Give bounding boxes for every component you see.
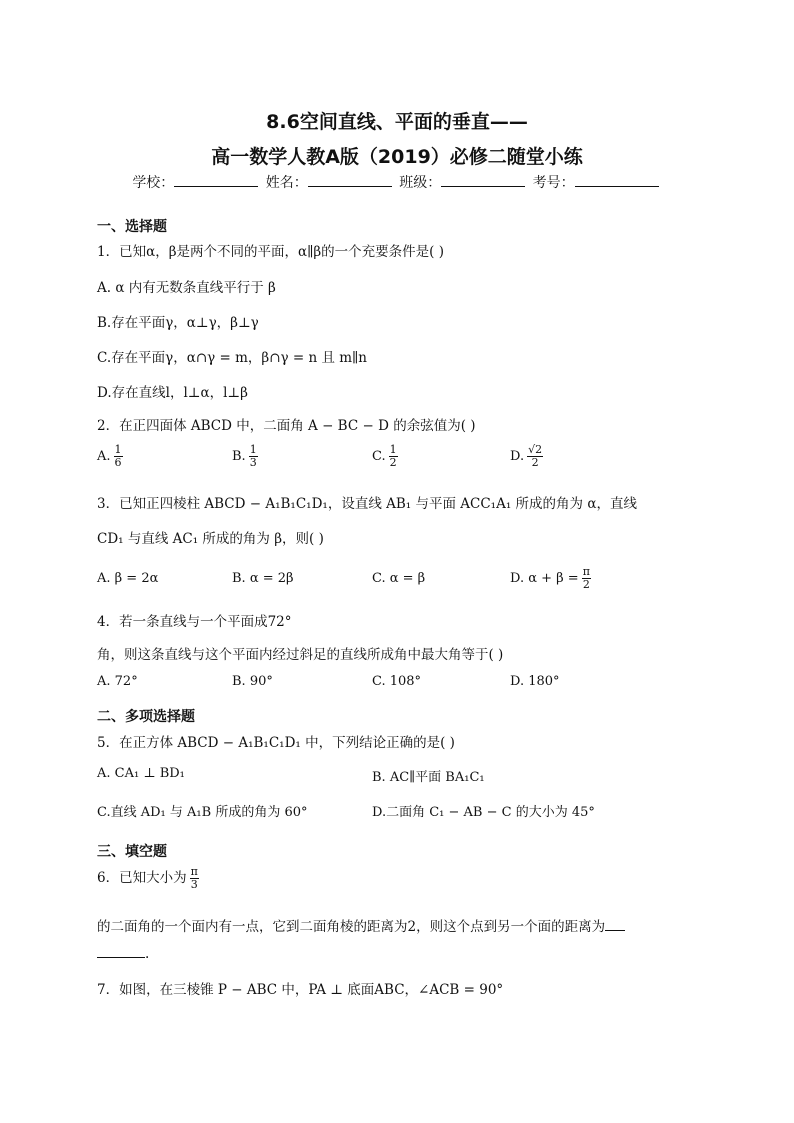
student-info-row [0, 172, 794, 192]
q2-stem: 2．在正四面体 ABCD 中，二面角 A − BC − D 的余弦值为( ) [97, 418, 476, 434]
q1-option-b: B.存在平面γ，α⊥γ，β⊥γ [97, 315, 259, 331]
q5-option-d: D.二面角 C₁ − AB − C 的大小为 45° [372, 805, 595, 820]
q3-stem-line2: CD₁ 与直线 AC₁ 所成的角为 β，则( ) [97, 531, 324, 547]
q4-stem-line1: 4．若一条直线与一个平面成72° [97, 614, 292, 630]
q4-option-c: C. 108° [372, 674, 422, 689]
class-label: 班级： [399, 175, 442, 191]
q6-answer-blank-cont[interactable] [97, 945, 145, 958]
section-heading-multi: 二、多项选择题 [97, 709, 195, 725]
exam-no-blank[interactable] [575, 173, 659, 187]
title-line-1: 8.6空间直线、平面的垂直—— [266, 111, 528, 133]
q1-stem: 1．已知α，β是两个不同的平面，α∥β的一个充要条件是( ) [97, 244, 444, 260]
q1-option-d: D.存在直线l，l⊥α，l⊥β [97, 385, 248, 401]
q6-stem-line1: 6．已知大小为 $\frac{\pi}{3}$ [97, 865, 198, 891]
q1-option-c: C.存在平面γ，α∩γ = m，β∩γ = n 且 m∥n [97, 350, 367, 366]
section-heading-fill: 三、填空题 [97, 844, 167, 860]
name-label: 姓名： [265, 175, 308, 191]
q2-option-a: A. $\frac{1}{6}$ [97, 443, 122, 469]
q5-option-b: B. AC∥平面 BA₁C₁ [372, 770, 485, 785]
q3-stem-line1: 3．已知正四棱柱 ABCD − A₁B₁C₁D₁，设直线 AB₁ 与平面 ACC₁A₁ 所成的角为 α，直线 [97, 496, 637, 512]
name-blank[interactable] [308, 173, 392, 187]
q4-stem-line2: 角，则这条直线与这个平面内经过斜足的直线所成角中最大角等于( ) [97, 647, 504, 663]
q4-option-d: D. 180° [510, 674, 560, 689]
school-label: 学校： [132, 175, 175, 191]
q3-option-a: A. β = 2α [97, 571, 159, 586]
q6-answer-blank[interactable] [605, 918, 625, 931]
q3-option-c: C. α = β [372, 571, 426, 586]
q6-stem-line2: 的二面角的一个面内有一点，它到二面角棱的距离为2，则这个点到另一个面的距离为 [97, 915, 625, 935]
title-line-2: 高一数学人教A版（2019）必修二随堂小练 [211, 146, 583, 168]
q1-option-a: A. α 内有无数条直线平行于 β [97, 280, 276, 296]
q6-stem-line3: . [97, 945, 149, 962]
class-blank[interactable] [441, 173, 525, 187]
q2-option-c: C. $\frac{1}{2}$ [372, 443, 397, 469]
q2-option-b: B. $\frac{1}{3}$ [232, 443, 257, 469]
q7-stem: 7．如图，在三棱锥 P − ABC 中，PA ⊥ 底面ABC，∠ACB = 90° [97, 982, 504, 998]
q3-option-d: D. α + β = $\frac{\pi}{2}$ [510, 565, 590, 591]
q2-option-d: D. $\frac{√2}{2}$ [510, 443, 543, 469]
q4-option-a: A. 72° [97, 674, 138, 689]
school-blank[interactable] [174, 173, 258, 187]
exam-no-label: 考号： [532, 175, 575, 191]
section-heading-choice: 一、选择题 [97, 219, 167, 235]
q5-option-a: A. CA₁ ⊥ BD₁ [97, 766, 185, 781]
q3-option-b: B. α = 2β [232, 571, 294, 586]
q4-option-b: B. 90° [232, 674, 273, 689]
q5-option-c: C.直线 AD₁ 与 A₁B 所成的角为 60° [97, 805, 308, 820]
q5-stem: 5．在正方体 ABCD − A₁B₁C₁D₁ 中，下列结论正确的是( ) [97, 735, 455, 751]
